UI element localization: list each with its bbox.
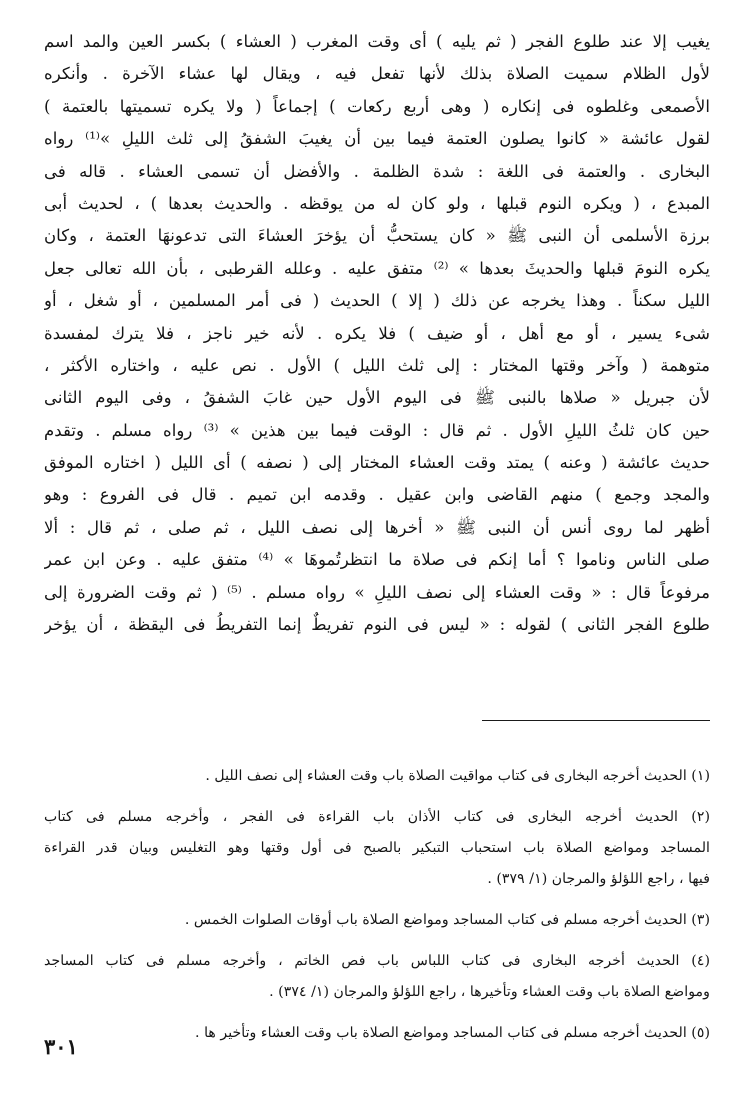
- main-text-line: أظهر لما روى أنس أن النبى ﷺ « أخرها إلى نصف الليل ، ثم صلى ، ثم قال : ألا: [44, 517, 710, 537]
- footnote-line: (٢) الحديث أخرجه البخارى فى كتاب الأذان باب القراءة فى الفجر ، وأخرجه مسلم فى كتاب: [44, 809, 710, 825]
- footnote-separator: [482, 720, 710, 721]
- footnote-line: (٥) الحديث أخرجه مسلم فى كتاب المساجد ومواضع الصلاة باب وقت العشاء وتأخير ها .: [195, 1025, 710, 1041]
- main-text-line: طلوع الفجر الثانى ) لقوله : « ليس فى النوم تفريطٌ إنما التفريطُ فى اليقظة ، أن يؤخر: [44, 615, 710, 635]
- main-text-line: حين كان ثلثُ الليلِ الأول . ثم قال : الوقت فيما بين هذين » ⁽³⁾ رواه مسلم . وتقدم: [44, 420, 710, 440]
- main-text-line: شىء يسير ، أو مع أهل ، أو ضيف ) فلا يكره . لأنه خير ناجز ، فلا يترك لمفسدة: [44, 323, 710, 343]
- footnote-4: [44, 946, 710, 1008]
- footnote-line: (٣) الحديث أخرجه مسلم فى كتاب المساجد ومواضع الصلاة باب أوقات الصلوات الخمس .: [184, 912, 710, 928]
- footnote-5: [44, 1018, 710, 1049]
- main-text-line: الأصمعى وغلطوه فى إنكاره ( وهى أربع ركعات ) إجماعاً ( ولا يكره تسميتها بالعتمة ): [44, 96, 710, 116]
- footnote-2: [44, 802, 710, 895]
- main-text-line: لأول الظلام سميت الصلاة بذلك لأنها تفعل فيه ، ويقال لها عشاء الآخرة . وأنكره: [44, 64, 710, 84]
- main-text-line: حديث عائشة ( وعنه ) يمتد وقت العشاء المختار إلى ( نصفه ) أى الليل ( اختاره الموفق: [44, 453, 710, 473]
- footnote-line: (٤) الحديث أخرجه البخارى فى كتاب اللباس باب فص الخاتم ، وأخرجه مسلم فى كتاب المساجد: [44, 953, 710, 969]
- main-text-line: مرفوعاً قال : « وقت العشاء إلى نصف الليلِ » رواه مسلم . ⁽⁵⁾ ( ثم وقت الضرورة إلى: [44, 582, 710, 602]
- main-text-line: متوهمة ( وآخر وقتها المختار : إلى ثلث الليل ) الأول . نص عليه ، واختاره الأكثر ،: [44, 355, 710, 375]
- footnote-line: ومواضع الصلاة باب وقت العشاء وتأخيرها ، راجع اللؤلؤ والمرجان (١/ ٣٧٤) .: [269, 984, 710, 1000]
- footnote-line: المساجد ومواضع الصلاة باب استحباب التبكير بالصبح فى أول وقتها وهو التغليس وبيان قدر القراءة: [44, 840, 710, 856]
- footnote-3: [44, 905, 710, 936]
- main-text-line: يكره النومَ قبلها والحديثَ بعدها » ⁽²⁾ متفق عليه . وعلله القرطبى ، بأن الله تعالى جعل: [44, 258, 710, 278]
- footnotes-block: [44, 761, 710, 1049]
- main-text-line: يغيب إلا عند طلوع الفجر ( ثم يليه ) أى وقت المغرب ( العشاء ) بكسر العين والمد اسم: [44, 32, 710, 51]
- main-text-line: والمجد وجمع ) منهم القاضى وابن عقيل . وقدمه ابن تميم . قال فى الفروع : وهو: [44, 485, 710, 505]
- main-text-line: صلى الناس وناموا ؟ أما إنكم فى صلاة ما انتظرتُموهَا » ⁽⁴⁾ متفق عليه . وعن ابن عمر: [44, 550, 710, 570]
- book-page: [44, 26, 710, 1076]
- page-number: ٣٠١: [44, 1034, 78, 1059]
- footnote-1: [44, 761, 710, 792]
- main-text-block: [44, 26, 710, 641]
- main-text-line: الليل سكناً . وهذا يخرجه عن ذلك ( إلا ) الحديث ( فى أمر المسلمين ، أو شغل ، أو: [44, 291, 710, 311]
- main-text-line: لأن جبريل « صلاها بالنبى ﷺ فى اليوم الأول حين غابَ الشفقُ ، وفى اليوم الثانى: [44, 388, 710, 408]
- main-text-line: المبدع ، ( ويكره النوم قبلها ، ولو كان له من يوقظه . والحديث بعدها ) ، لحديث أبى: [44, 193, 710, 213]
- footnote-line: (١) الحديث أخرجه البخارى فى كتاب مواقيت الصلاة باب وقت العشاء إلى نصف الليل .: [205, 768, 710, 784]
- main-text-line: البخارى . والعتمة فى اللغة : شدة الظلمة . والأفضل أن تسمى العشاء . قاله فى: [44, 161, 710, 181]
- main-text-line: برزة الأسلمى أن النبى ﷺ « كان يستحبُّ أن يؤخرَ العشاءَ التى تدعونهَا العتمة ، وكان: [44, 226, 710, 246]
- footnote-line: فيها ، راجع اللؤلؤ والمرجان (١/ ٣٧٩) .: [487, 871, 710, 887]
- main-text-line: لقول عائشة « كانوا يصلون العتمة فيما بين أن يغيبَ الشفقُ إلى ثلث الليلِ »⁽¹⁾ رواه: [44, 129, 710, 149]
